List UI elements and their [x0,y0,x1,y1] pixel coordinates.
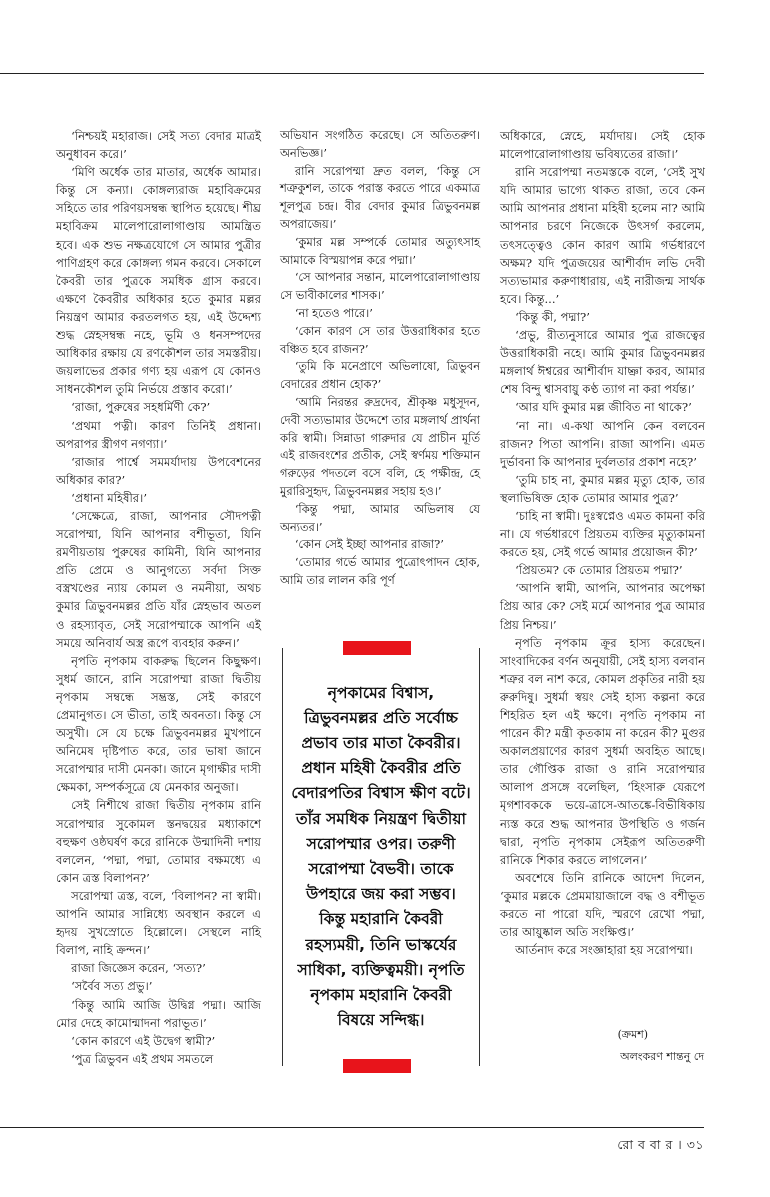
paragraph: ‘প্রিয়তম? কে তোমার প্রিয়তম পদ্মা?’ [515,563,683,578]
paragraph: ‘চাহি না স্বামী। দুঃস্বপ্নেও এমত কামনা করি না। যে গর্ভধারণে প্রিয়তম ব্যক্তির মৃত্যুকামনা করতে হয়, সেই গর্ভে আমার প্রয়োজন কী?’ [500,508,705,560]
paragraph: নৃপতি নৃপকাম বাকরুদ্ধ ছিলেন কিছুক্ষণ। সুধর্ম জানে, রানি সরোপম্মা রাজা দ্বিতীয় নৃপকাম সম্বন্ধে সম্ভ্রস্ত, সেই কারণে প্রেমানুগত। সে ভীতা, তাই অবনতা। কিন্তু সে অসুখী। সে যে চক্ষে ত্রিভুবনমল্লর মুখপানে অনিমেষ দৃষ্টিপাত করে, তার ভাষা জানে সরোপম্মার দাসী মেনকা। জানে মৃগাক্ষীর দাসী ক্ষেমকা, সম্পর্কসূত্রে যে মেনকার অনুজা। [56,653,261,795]
paragraph: সেই নিশীথে রাজা দ্বিতীয় নৃপকাম রানি সরোপম্মার সুকোমল স্তনদ্বয়ের মধ্যাকাশে বহুক্ষণ ওষ্ঠঘর্ষণ করে রানিকে উন্মাদিনী দশায় বললেন, ‘পদ্মা, পদ্মা, তোমার বক্ষমধ্যে এ কোন ত্রস্ত বিলাপন?’ [56,798,261,885]
top-rule [0,73,704,74]
text-column-2 [280,127,480,590]
paragraph: আর্তনাদ করে সংজ্ঞাহারা হয় সরোপম্মা। [515,943,693,958]
paragraph: ‘কুমার মল্ল সম্পর্কে তোমার অত্যুৎসাহ আমাকে বিস্ময়াপন্ন করে পদ্মা।’ [280,234,480,267]
paragraph: ‘কোন কারণ সে তার উত্তরাধিকার হতে বঞ্চিত হবে রাজন?’ [280,323,480,356]
paragraph: ‘পুত্র ত্রিভুবন এই প্রথম সমতলে [71,1051,214,1066]
paragraph: ‘কোন সেই ইচ্ছা আপনার রাজা?’ [294,537,444,552]
paragraph: ‘কিন্তু আমি আজি উদ্বিগ্ন পদ্মা। আজি মোর দেহে কামোন্মাদনা পরাভূত।’ [56,997,261,1030]
text-column-1 [56,127,261,1068]
text-column-3 [500,127,705,959]
paragraph: ‘তুমি কি মনেপ্রাণে অভিলাষো, ত্রিভুবন বেদারের প্রধান হোক?’ [280,359,480,392]
paragraph: ‘সেক্ষেত্রে, রাজা, আপনার সৌদপত্নী সরোপম্মা, যিনি আপনার বশীভূতা, যিনি রমণীয়তায় পুরুষের কামিনী, যিনি আপনার প্রতি প্রেমে ও আনুগত্যে সর্বদা সিক্ত বস্ত্রখণ্ডের ন্যায় কোমল ও নমনীয়া, অথচ কুমার ত্রিভুবনমল্লর প্রতি যাঁর স্নেহভাব অতল ও রহস্যাবৃত, সেই সরোপম্মাকে আপনি এই সময়ে অনিবার্য অস্ত্র রূপে ব্যবহার করুন।’ [56,508,261,650]
paragraph: ‘রাজার পার্শ্বে সমমর্যাদায় উপবেশনের অধিকার কার?’ [56,454,261,487]
pullquote-text: নৃপকামের বিশ্বাস, ত্রিভুবনমল্লর প্রতি সর্বোচ্চ প্রভাব তার মাতা কৈবরীর। প্রধান মহিষী কৈবরীর প্রতি বেদারপতির বিশ্বাস ক্ষীণ বটে। তাঁর সমধিক নিয়ন্ত্রণ দ্বিতীয়া সরোপম্মার ওপর। তরুণী সরোপম্মা বৈভবী। তাকে উপহারে জয় করা সম্ভব। কিন্তু মহারানি কৈবরী রহস্যময়ী, তিনি ভাস্কর্যের সাধিকা, ব্যক্তিত্বময়ী। নৃপতি নৃপকাম মহারানি কৈবরী বিষয়ে সন্দিগ্ধ। [291,683,471,1030]
paragraph: ‘সে আপনার সন্তান, মালেপারোলাগাণ্ডায় সে ভাবীকালের শাসক।’ [280,270,480,303]
paragraph: ‘প্রভু, রীত্যনুসারে আমার পুত্র রাজত্বের উত্তরাধিকারী নহে। আমি কুমার ত্রিভুবনমল্লর মঙ্গলার্থ ঈশ্বরের আশীর্বাদ যাচ্ঞা করব, আমার শেষ বিন্দু শ্বাসবায়ু কণ্ঠ ত্যাগ না করা পর্যন্ত।’ [500,328,705,397]
paragraph: ‘তোমার গর্ভে আমার পুত্রোৎপাদন হোক, আমি তার লালন করি পূর্ণ [280,555,480,587]
paragraph: ‘মিণি অর্ধেক তার মাতার, অর্ধেক আমার। কিন্তু সে কন্যা। কোঙ্গল্যরাজ মহাবিক্রমের সহিতে তার পরিণয়সম্বন্ধ স্থাপিত হয়েছে। শীঘ্র মহাবিক্রম মালেপারোলাগাণ্ডায় আমন্ত্রিত হবে। এক শুভ নক্ষত্রযোগে সে আমার পুত্রীর পাণিগ্রহণ করে কোঙ্গল্য গমন করবে। সেকালে কৈবরী তার পুত্রকে সমধিক গ্রাস করবে। এক্ষণে কৈবরীর অধিকার হতে কুমার মল্লর নিয়ন্ত্রণ আমার করতলগত হয়, এই উদ্দেশ্য শুদ্ধ স্নেহসম্বন্ধ নহে, ভূমি ও ধনসম্পদের আধিকার রক্ষায় যে রণকৌশল তার সমস্তরীয়। জয়লাভের প্রকার গণ্য হয় এরূপ যে কোনও সাধনকৌশল তুমি নির্ভয়ে প্রস্তাব করো।’ [56,165,261,397]
paragraph: নৃপতি নৃপকাম ক্রূর হাস্য করেছেন। সাংবাদিকের বর্ণন অনুযায়ী, সেই হাস্য বলবান শত্রুর বল নাশ করে, কোমল প্রকৃতির নারী হয় রুরুদিষু। সুধর্মা স্বয়ং সেই হাস্য কল্পনা করে শিহরিত হল এই ক্ষণে। নৃপতি নৃপকাম না পারেন কী? মন্ত্রী কৃতকাম না করেন কী? মুগুর অকালপ্রয়াণের কারণ সুধর্মা অবহিত আছে। তার গৌপ্তিক রাজা ও রানি সরোপম্মার আলাপ প্রসঙ্গে বলেছিল, ‘হিংসারু যেরূপে মৃগশাবককে ভয়ে-ত্রাসে-আতঙ্কে-বিভীষিকায় ন্যস্ত করে শুদ্ধ আপনার উপস্থিতি ও গর্জন দ্বারা, নৃপতি নৃপকাম সেইরূপ অতিতরুণী রানিকে শিকার করতে লাগলেন।’ [500,635,705,867]
paragraph: ‘সর্বৈব সত্য প্রভু।’ [71,979,153,994]
paragraph: রানি সরোপম্মা নতমস্তকে বলে, ‘সেই সুখ যদি আমার ভাগ্যে থাকত রাজা, তবে কেন আমি আপনার প্রধানা মহিষী হলেম না? আমি আপনার চরণে নিজেকে উৎসর্গ করলেম, তৎসত্ত্বেও কোন কারণ আমি গর্ভধারণে অক্ষম? যদি পুত্রজয়ের আশীর্বাদ লভি দেবী সত্যভামার করুণাধারায়, এই নারীজন্ম সার্থক হবে। কিন্তু...’ [500,165,705,306]
paragraph: অবশেষে তিনি রানিকে আদেশ দিলেন, ‘কুমার মল্লকে প্রেমমায়াজালে বদ্ধ ও বশীভূত করতে না পারো যদি, স্মরণে রেখো পদ্মা, তার আয়ুষ্কাল অতি সংক্ষিপ্ত।’ [500,870,705,940]
paragraph: ‘কোন কারণে এই উদ্বেগ স্বামী?’ [71,1033,216,1048]
page-footer: রো ব বা র । ৩১ [617,1137,704,1152]
paragraph: অধিকারে, স্নেহে, মর্যাদায়। সেই হোক মালেপারোলাগাণ্ডায় ভবিষ্যতের রাজা।’ [500,129,705,162]
paragraph: ‘না হতেও পারে।’ [294,305,373,320]
illustrator-credit: অলংকরণ শান্তনু দে [620,1050,704,1063]
paragraph: ‘কিন্তু পদ্মা, আমার অভিলাষ যে অন্যতর।’ [280,501,480,534]
paragraph: ‘কিন্তু কী, পদ্মা?’ [515,309,590,324]
pullquote-bottom-bar [343,1059,411,1073]
pullquote-box [282,648,480,1066]
paragraph: ‘আর যদি কুমার মল্ল জীবিত না থাকে?’ [515,400,692,415]
paragraph: ‘আমি নিরন্তর রুদ্রদেব, শ্রীকৃষ্ণ মধুসূদন, দেবী সত্যভামার উদ্দেশে তার মঙ্গলার্থ প্রার্থনা করি স্বামী। সিন্নাডা গারুদার যে প্রাচীন মূর্তি এই রাজবংশের প্রতীক, সেই স্বর্ণময় শক্তিমান গরুড়ের পদতলে বসে বলি, হে পক্ষীন্দ্র, হে মুরারিসুহৃদ, ত্রিভুবনমল্লর সহায় হও।’ [280,394,480,498]
paragraph: ‘প্রধানা মহিষীর।’ [71,490,148,505]
paragraph: রাজা জিজ্ঞেস করেন, ‘সত্য?’ [71,961,206,976]
paragraph: রানি সরোপম্মা দ্রুত বলল, ‘কিন্তু সে শত্রুকুশল, তাকে পরাস্ত করতে পারে একমাত্র শূলপুত্র চন্দ্র। বীর বেদার কুমার ত্রিভুবনমল্ল অপরাজেয়।’ [280,163,480,231]
paragraph: অভিযান সংগঠিত করেছে। সে অতিতরুণ। অনভিজ্ঞ।’ [280,128,480,160]
paragraph: ‘নিশ্চয়ই মহারাজ। সেই সত্য বেদার মাত্রই অনুধাবন করে।’ [56,129,261,162]
paragraph: সরোপম্মা ত্রস্ত, বলে, ‘বিলাপন? না স্বামী। আপনি আমার সান্নিধ্যে অবস্থান করলে এ হৃদয় সুখস্রোতে হিল্লোলে। সেস্থলে নাহি বিলাপ, নাহি ক্রন্দন।’ [56,888,261,958]
continued-label: (ক্রমশ) [617,1028,648,1041]
paragraph: ‘তুমি চাহ না, কুমার মল্লর মৃত্যু হোক, তার স্থলাভিষিক্ত হোক তোমার আমার পুত্র?’ [500,472,705,505]
paragraph: ‘না না। এ-কথা আপনি কেন বলবেন রাজন? পিতা আপনি। রাজা আপনি। এমত দুর্ভাবনা কি আপনার দুর্বলতার প্রকাশ নহে?’ [500,418,705,469]
paragraph: ‘প্রথমা পত্নী। কারণ তিনিই প্রধানা। অপরাপর স্ত্রীগণ নগণ্যা।’ [56,418,261,451]
paragraph: ‘আপনি স্বামী, আপনি, আপনার অপেক্ষা প্রিয় আর কে? সেই মর্মে আপনার পুত্র আমার প্রিয় নিশ্চয়।’ [500,581,705,632]
paragraph: ‘রাজা, পুরুষের সহধর্মিণী কে?’ [71,400,211,415]
bottom-rule [0,1127,704,1128]
